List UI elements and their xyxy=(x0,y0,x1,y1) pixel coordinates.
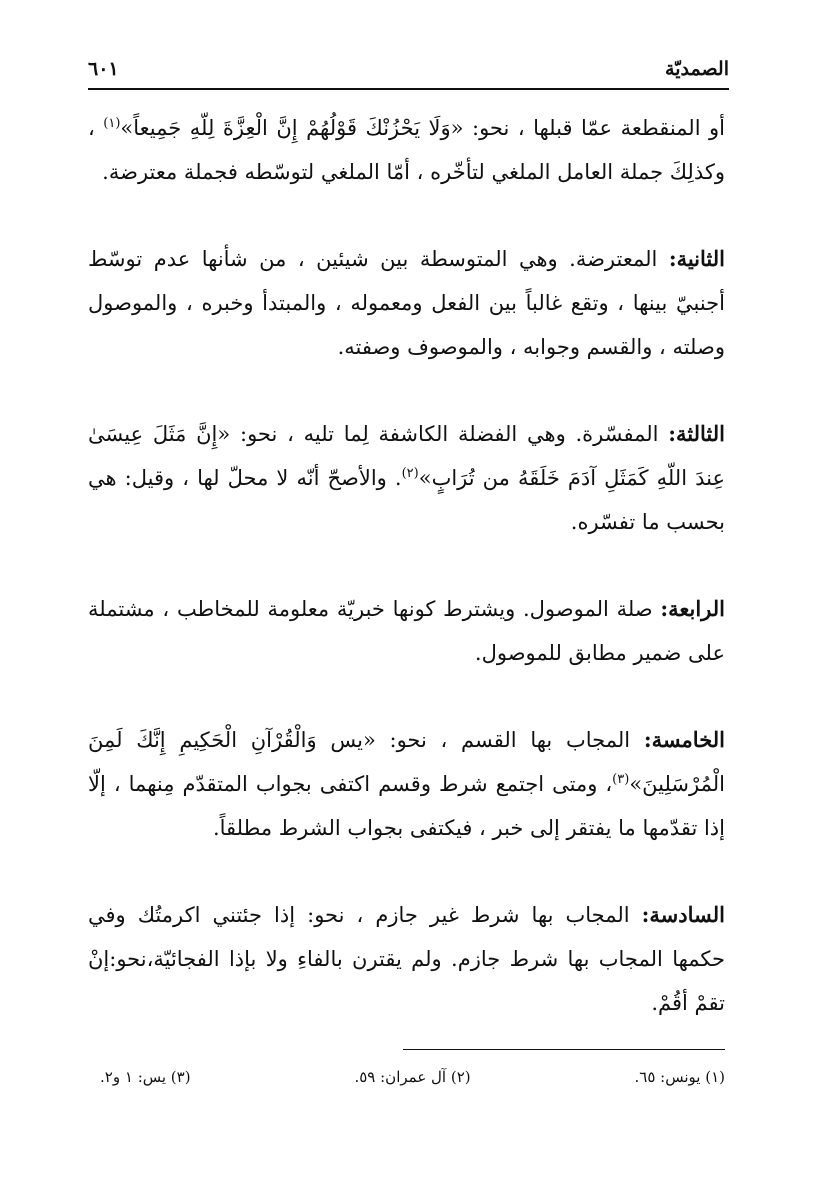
paragraph-fifth xyxy=(88,718,725,850)
paragraph-term: الثانية: xyxy=(668,246,725,271)
paragraph-munqatiah xyxy=(88,106,725,194)
paragraph-text-after: ، وكذلِكَ جملة العامل الملغي لتأخّره ، أمّا الملغي لتوسّطه فجملة معترضة. xyxy=(88,116,725,184)
paragraph-text: المجاب بها القسم ، نحو: «يس وَالْقُرْآنِ الْحَكِيمِ إِنَّكَ لَمِنَ الْمُرْسَلِينَ» xyxy=(88,728,725,796)
paragraph-text: صلة الموصول. ويشترط كونها خبريّة معلومة للمخاطب ، مشتملة على ضمير مطابق للموصول. xyxy=(88,597,725,665)
paragraph-text-after: . والأصحّ أنّه لا محلّ لها ، وقيل: هي بحسب ما تفسّره. xyxy=(88,466,725,534)
footnotes xyxy=(100,1068,725,1086)
running-title: الصمديّة xyxy=(665,58,729,80)
footnote-1: (١) يونس: ٦٥. xyxy=(634,1068,725,1086)
paragraph-text-after: ، ومتى اجتمع شرط وقسم اكتفى بجواب المتقدّم مِنهما ، إلّا إذا تقدّمها ما يفتقر إلى خبر ، فيكتفى بجواب الشرط مطلقاً. xyxy=(88,772,725,840)
footnote-3: (٣) يس: ١ و٢. xyxy=(100,1068,191,1086)
paragraph-term: الثالثة: xyxy=(668,421,725,446)
header-rule xyxy=(88,88,729,90)
paragraph-term: الرابعة: xyxy=(660,596,725,621)
paragraph-term: السادسة: xyxy=(641,902,725,927)
paragraph-text: المعترضة. وهي المتوسطة بين شيئين ، من شأنها عدم توسّط أجنبيّ بينها ، وتقع غالباً بين الفعل ومعموله ، والمبتدأ وخبره ، والموصول وصلته ، والقسم وجوابه ، والموصوف وصفته. xyxy=(88,247,725,359)
footnote-rule xyxy=(403,1049,725,1050)
footnote-ref: (١) xyxy=(103,116,121,131)
paragraph-fourth xyxy=(88,587,725,675)
main-text xyxy=(88,106,725,1025)
page-number: ٦٠١ xyxy=(88,58,119,80)
paragraph-term: الخامسة: xyxy=(643,727,725,752)
paragraph-sixth xyxy=(88,893,725,1025)
paragraph-text: المجاب بها شرط غير جازم ، نحو: إذا جئتني اكرمتُك وفي حكمها المجاب بها شرط جازم. ولم يقترن بالفاءِ ولا بإذا الفجائيّة،نحو:إنْ تقمْ أقُمْ. xyxy=(88,903,725,1015)
footnote-ref: (٣) xyxy=(612,772,630,787)
paragraph-third xyxy=(88,412,725,544)
paragraph-text: المفسّرة. وهي الفضلة الكاشفة لِما تليه ، نحو: «إِنَّ مَثَلَ عِيسَىٰ عِندَ اللّهِ كَمَثَلِ آدَمَ خَلَقَهُ من تُرَابٍ» xyxy=(88,422,726,490)
page-header xyxy=(88,52,729,86)
paragraph-second xyxy=(88,237,725,369)
paragraph-text: أو المنقطعة عمّا قبلها ، نحو: «وَلَا يَحْزُنْكَ قَوْلُهُمْ إِنَّ الْعِزَّةَ لِلّهِ جَمِيعاً» xyxy=(120,116,726,140)
footnote-ref: (٢) xyxy=(401,466,419,481)
footnote-2: (٢) آل عمران: ٥٩. xyxy=(354,1068,471,1086)
